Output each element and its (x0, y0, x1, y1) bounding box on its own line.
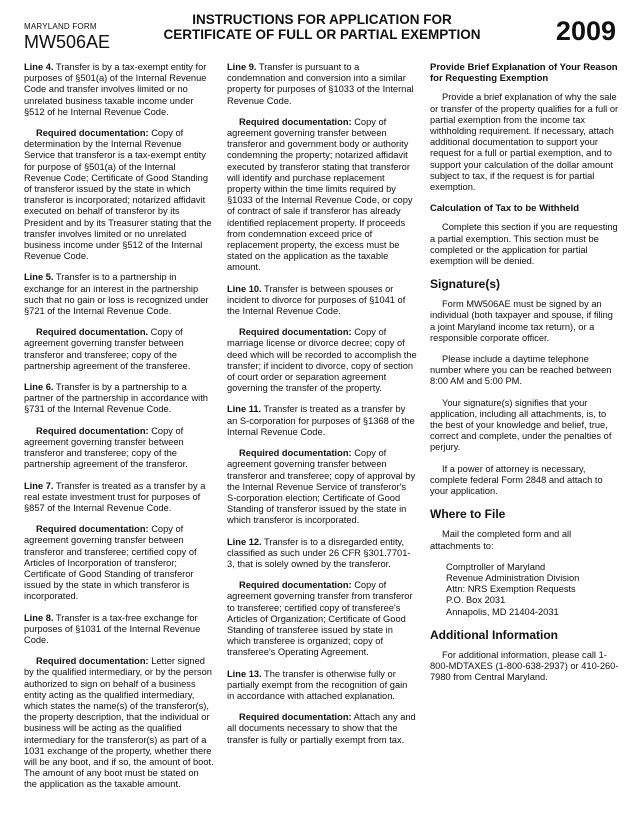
line-10-heading: Line 10. (227, 283, 262, 294)
line-4-required-documentation: Required documentation: Copy of determination by the Internal Revenue Service that transferor is a tax-exempt entity for purpose of §501(a) of the Internal Revenue Code; Certificate of Good Standing of transferor issued by the state in which transferor is incorporated; notarized affidavit executed on behalf of transferor by its President and by its Treasurer stating that the transfer involves limited or no unrelated business income under §512 of the Internal Revenue Code. (24, 128, 212, 262)
calculation-heading: Calculation of Tax to be Withheld (430, 203, 580, 215)
signatures-paragraph-4: If a power of attorney is necessary, complete federal Form 2848 and attach to your application. (430, 463, 603, 497)
signatures-paragraph-1: Form MW506AE must be signed by an individual (both taxpayer and spouse, if filing a joint Maryland income tax return), or a responsible corporate officer. (430, 299, 613, 343)
address-line: Revenue Administration Division (446, 572, 580, 583)
line-5-required-documentation: Required documentation. Copy of agreement governing transfer between transferor and transferee; copy of the partnership agreement of the transferee. (24, 327, 191, 371)
line-6-required-documentation: Required documentation: Copy of agreement governing transfer between transferor and transferee; copy of the partnership agreement of the transferor. (24, 425, 188, 470)
line-8-description: Line 8. Transfer is a tax-free exchange for purposes of §1031 of the Internal Revenue Code. (24, 612, 201, 645)
line-11-required-documentation: Required documentation: Copy of agreement governing transfer between transferor and transferee; copy of approval by the Internal Revenue Service of transferor's S-corporation election; Certificate of Good Standing of transferor issued by the state in which transferor is incorporated. (227, 448, 416, 526)
line-5-description: Line 5. Transfer is to a partnership in exchange for an interest in the partnership such that no gain or loss is recognized under §721 of the Internal Revenue Code. (24, 272, 209, 317)
form-number: MW506AE (24, 32, 111, 52)
explanation-heading: Provide Brief Explanation of Your Reason for Requesting Exemption (430, 62, 618, 85)
column-2 (227, 62, 417, 756)
line-8-required-documentation: Required documentation: Letter signed by the qualified intermediary, or by the person authorized to sign on behalf of a business entity acting as the qualified intermediary, which states the name(s) of the transferor(s), the property description, that the individual or business will be acting as the qualified intermediary for the transferor(s) as part of a 1031 exchange of the property, whether there will be any boot, and if so, the amount of boot. The amount of any boot must be stated on the application as the taxable amount. (24, 656, 214, 790)
line-13-description: Line 13. The transfer is otherwise fully or partially exempt from the recognition of gain in accordance with attached explanation. (227, 668, 408, 701)
line-4-description: Line 4. Transfer is by a tax-exempt entity for purposes of §501(a) of the Internal Revenue Code and transfer involves limited or no unrelated business taxable income under §512 of he Internal Revenue Code. (24, 62, 207, 117)
line-10-description: Line 10. Transfer is between spouses or incident to divorce for purposes of §1041 of the Internal Revenue Code. (227, 283, 406, 317)
address-line: Annapolis, MD 21404-2031 (446, 606, 559, 617)
line-7-heading: Line 7. (24, 480, 54, 491)
title-line-1: INSTRUCTIONS FOR APPLICATION FOR (192, 12, 452, 27)
line-6-heading: Line 6. (24, 382, 54, 393)
instructions-body (24, 62, 618, 822)
line-13-required-documentation: Required documentation: Attach any and all documents necessary to show that the transfer is fully or partially exempt from tax. (227, 712, 416, 745)
document-title (150, 12, 494, 42)
where-to-file-text: Mail the completed form and all attachments to: (430, 529, 572, 551)
mailing-address (446, 562, 620, 618)
additional-information-text: For additional information, please call 1-800-MDTAXES (1-800-638-2937) or 410-260-7980 from Central Maryland. (430, 649, 619, 683)
line-12-heading: Line 12. (227, 536, 262, 547)
signatures-paragraph-2: Please include a daytime telephone number where you can be reached between 8:00 AM and 5:00 PM. (430, 354, 612, 387)
signatures-heading: Signature(s) (430, 277, 501, 292)
line-9-heading: Line 9. (227, 62, 257, 72)
address-line: P.O. Box 2031 (446, 595, 506, 606)
line-12-required-documentation: Required documentation: Copy of agreement governing transfer from transferor to transferee; certified copy of transferee's Articles of Organization; Certificate of Good Standing of transferee issued by state in which transferee is organized; copy of transferee's Operating Agreement. (227, 580, 413, 658)
where-to-file-heading: Where to File (430, 507, 506, 522)
calculation-text: Complete this section if you are requesting a partial exemption. This section must be completed or the application for partial exemption will be denied. (430, 222, 618, 267)
explanation-text: Provide a brief explanation of why the sale or transfer of the property qualifies for a full or partial exemption from the income tax withholding requirement. If necessary, attach additional documentation to support your request for a full or partial exemption, and to support your calculation of the dollar amount subject to tax, if the request is for partial exemption. (430, 92, 619, 193)
column-3 (430, 62, 620, 693)
address-line: Comptroller of Maryland (446, 561, 546, 572)
line-10-required-documentation: Required documentation: Copy of marriage license or divorce decree; copy of deed which will be recorded to accomplish the transfer; if incident to divorce, copy of section of court order or separation agreement governing the transfer of the property. (227, 327, 417, 394)
line-11-description: Line 11. Transfer is treated as a transfer by an S-corporation for purposes of §1368 of the Internal Revenue Code. (227, 404, 415, 437)
line-9-description: Line 9. Transfer is pursuant to a condemnation and conversion into a similar property for purposes of §1033 of the Internal Revenue Code. (227, 62, 414, 106)
line-12-description: Line 12. Transfer is to a disregarded entity, classified as such under 26 CFR §301.7701-3, that is solely owned by the transferor. (227, 536, 411, 569)
line-6-description: Line 6. Transfer is by a partnership to a partner of the partnership in accordance with §731 of the Internal Revenue Code. (24, 382, 208, 415)
line-5-heading: Line 5. (24, 272, 54, 283)
address-line: Attn: NRS Exemption Requests (446, 584, 576, 595)
line-11-heading: Line 11. (227, 404, 262, 415)
tax-year: 2009 (555, 16, 616, 46)
form-label: MARYLAND FORM (24, 22, 97, 31)
signatures-paragraph-3: Your signature(s) signifies that your application, including all attachments, is, to the best of your knowledge and belief, true, correct and complete, under the penalties of perjury. (430, 397, 612, 453)
line-9-required-documentation: Required documentation: Copy of agreement governing transfer between transferor and government body or authority condemning the property; notarized affidavit executed by transferor stating that transferor will identify and purchase replacement property within the time limits required by §1033 of the Internal Revenue Code, or copy of contract of sale if transferor has already identified replacement property. If proceeds from condemnation exceed price of replacement property, the excess must be stated on the application as the taxable amount. (227, 116, 413, 273)
title-line-2: CERTIFICATE OF FULL OR PARTIAL EXEMPTION (163, 27, 481, 42)
line-4-heading: Line 4. (24, 62, 54, 72)
column-1 (24, 62, 214, 801)
line-8-heading: Line 8. (24, 612, 54, 623)
line-7-required-documentation: Required documentation: Copy of agreement governing transfer between transferor and transferee; certified copy of Articles of Incorporation of transferor; Certificate of Good Standing of transferor issued by the state in which transferor is incorporated. (24, 524, 197, 602)
line-7-description: Line 7. Transfer is treated as a transfer by a real estate investment trust for purposes of §857 of the Internal Revenue Code. (24, 480, 206, 513)
line-13-heading: Line 13. (227, 668, 262, 679)
page-header (0, 12, 638, 58)
additional-information-heading: Additional Information (430, 627, 558, 642)
